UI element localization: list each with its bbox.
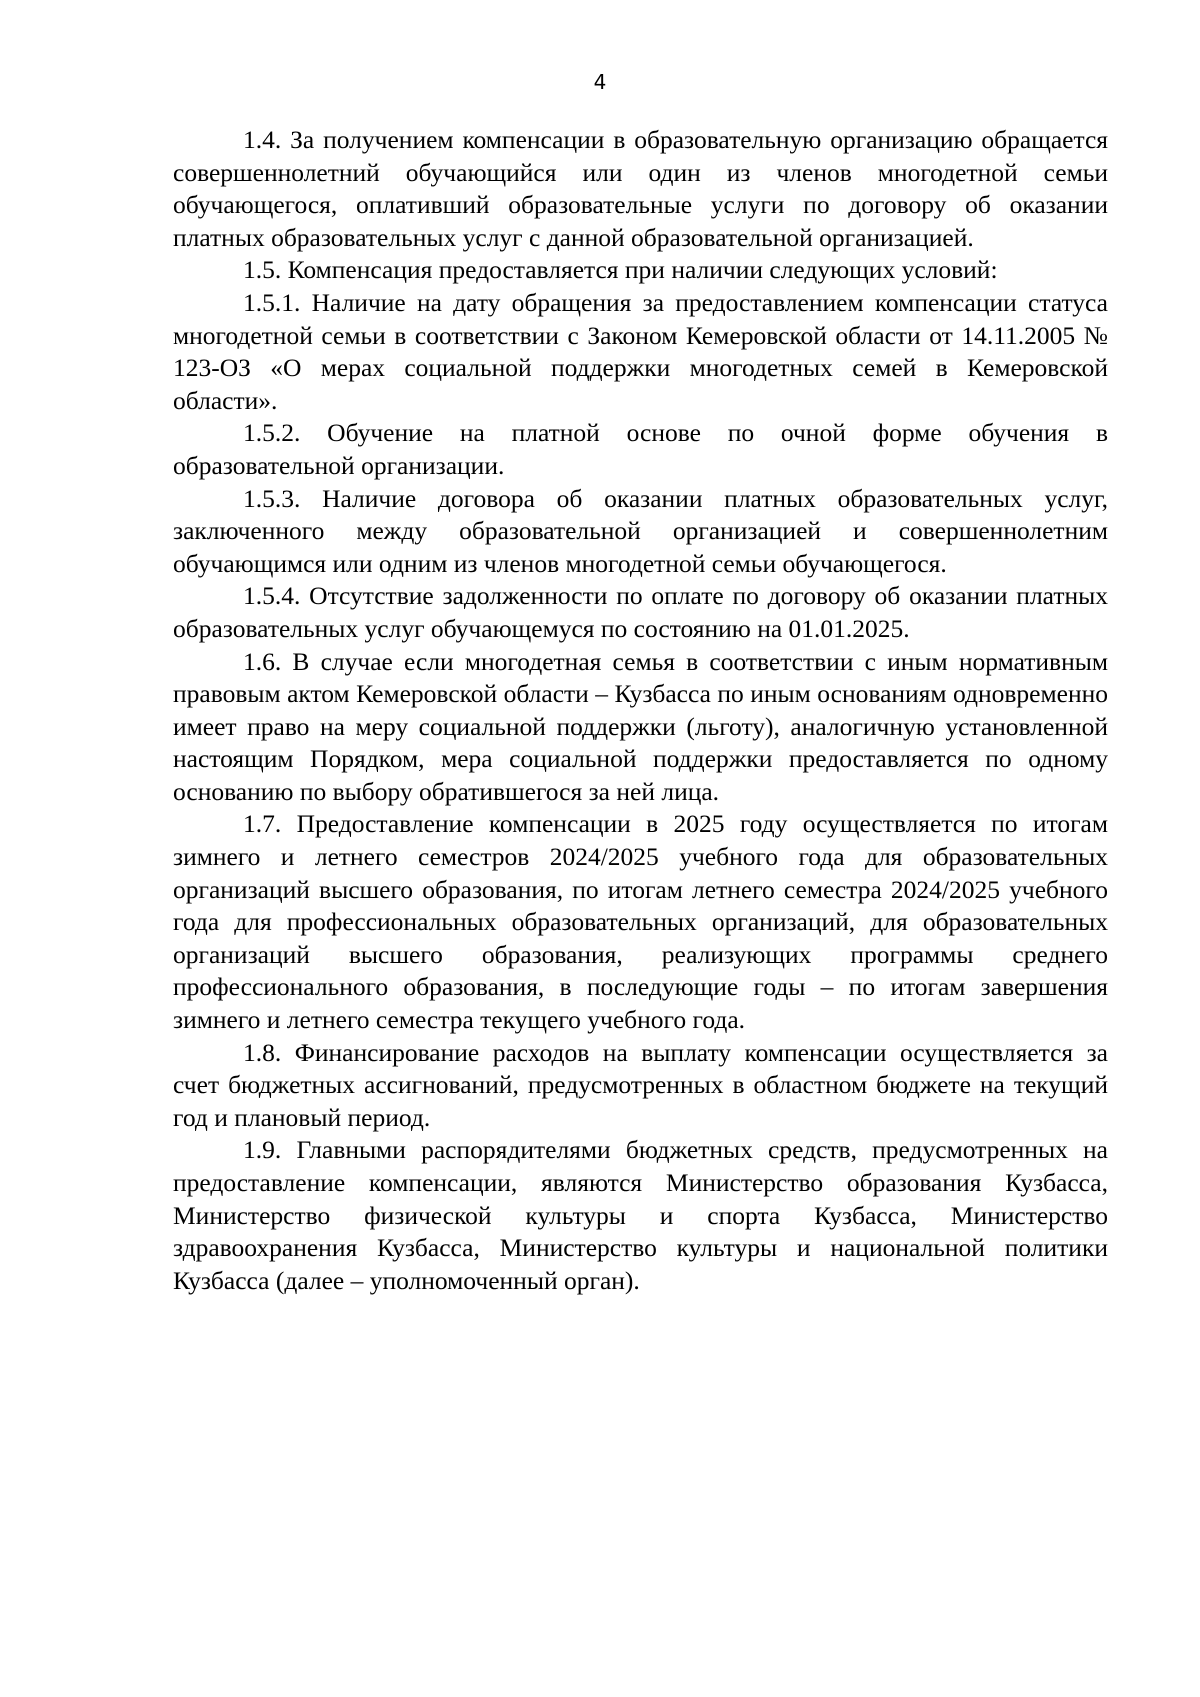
paragraph-1-4: 1.4. За получением компенсации в образовательную организацию обращается совершеннолетний обучающийся или один из членов многодетной семьи обучающегося, оплативший образовательные услуги по договору об оказании платных образовательных услуг с данной образовательной организацией.	[173, 125, 1108, 252]
paragraph-1-5-4: 1.5.4. Отсутствие задолженности по оплате по договору об оказании платных образовательных услуг обучающемуся по состоянию на 01.01.2025.	[173, 581, 1108, 643]
paragraph-1-5-2: 1.5.2. Обучение на платной основе по очной форме обучения в образовательной организации.	[173, 418, 1108, 480]
paragraph-1-5-3: 1.5.3. Наличие договора об оказании платных образовательных услуг, заключенного между образовательной организацией и совершеннолетним обучающимся или одним из членов многодетной семьи обучающегося.	[173, 483, 1108, 578]
paragraph-1-6: 1.6. В случае если многодетная семья в соответствии с иным нормативным правовым актом Кемеровской области – Кузбасса по иным основаниям одновременно имеет право на меру социальной поддержки (льготу), аналогичную установленной настоящим Порядком, мера социальной поддержки предоставляется по одному основанию по выбору обратившегося за ней лица.	[173, 646, 1108, 806]
paragraph-1-9: 1.9. Главными распорядителями бюджетных средств, предусмотренных на предоставление компенсации, являются Министерство образования Кузбасса, Министерство физической культуры и спорта Кузбасса, Министерство здравоохранения Кузбасса, Министерство культуры и национальной политики Кузбасса (далее – уполномоченный орган).	[173, 1135, 1108, 1295]
page-number: 4	[593, 70, 607, 94]
document-body	[173, 124, 1108, 1297]
paragraph-1-7: 1.7. Предоставление компенсации в 2025 году осуществляется по итогам зимнего и летнего семестров 2024/2025 учебного года для образовательных организаций высшего образования, по итогам летнего семестра 2024/2025 учебного года для профессиональных образовательных организаций, для образовательных организаций высшего образования, реализующих программы среднего профессионального образования, в последующие годы – по итогам завершения зимнего и летнего семестра текущего учебного года.	[173, 809, 1108, 1035]
paragraph-1-5: 1.5. Компенсация предоставляется при наличии следующих условий:	[243, 255, 998, 285]
paragraph-1-8: 1.8. Финансирование расходов на выплату компенсации осуществляется за счет бюджетных ассигнований, предусмотренных в областном бюджете на текущий год и плановый период.	[173, 1037, 1108, 1132]
paragraph-1-5-1: 1.5.1. Наличие на дату обращения за предоставлением компенсации статуса многодетной семьи в соответствии с Законом Кемеровской области от 14.11.2005 № 123-ОЗ «О мерах социальной поддержки многодетных семей в Кемеровской области».	[173, 287, 1108, 415]
